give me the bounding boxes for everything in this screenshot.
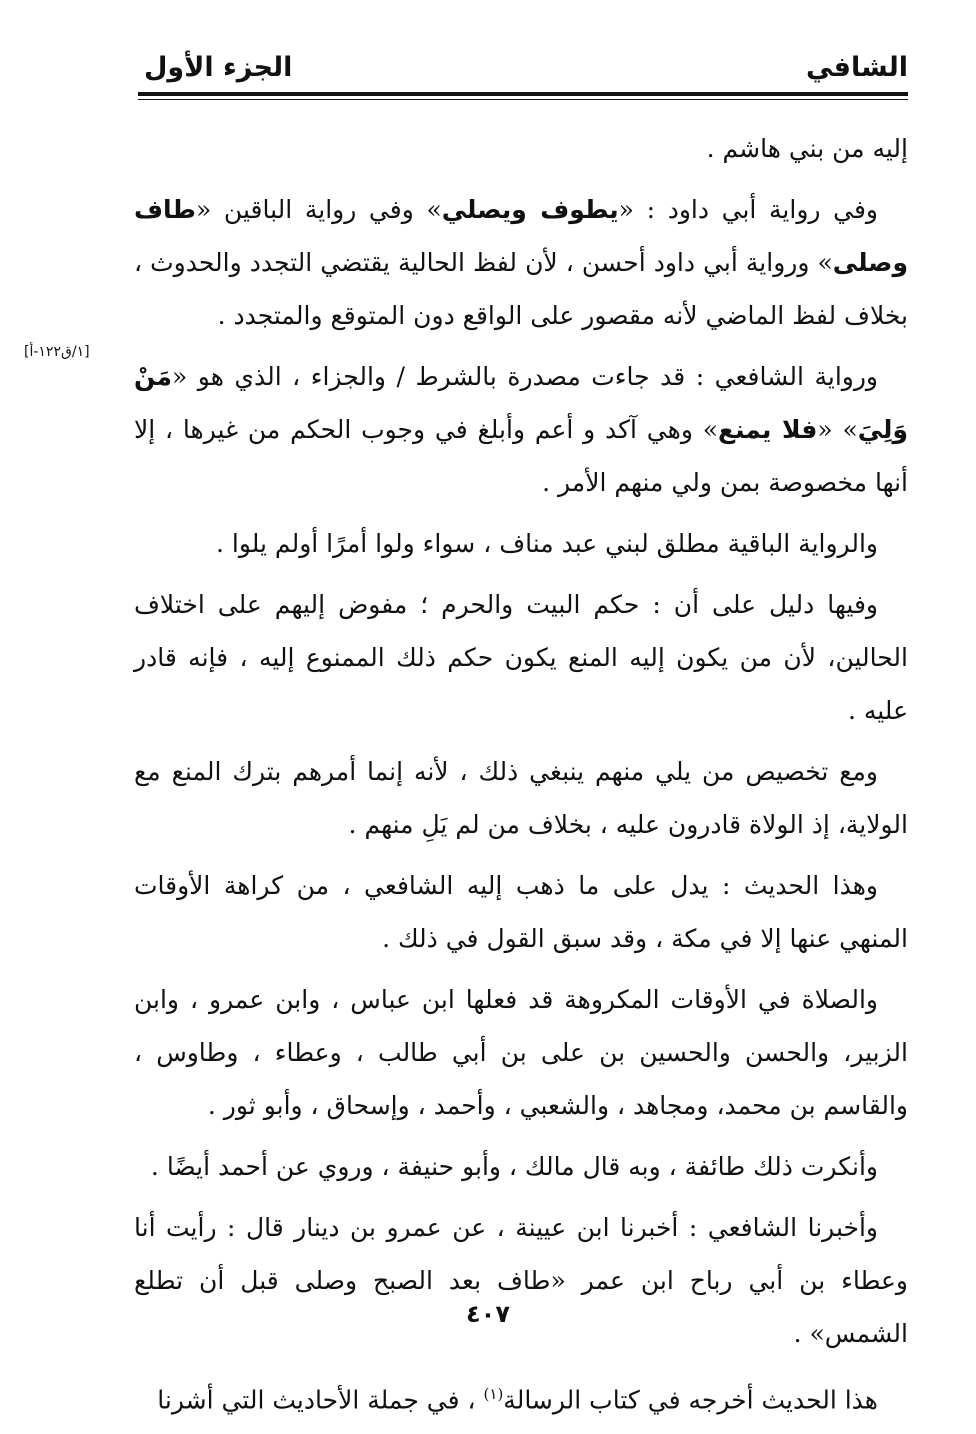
text-segment: » وفي رواية الباقين « [195, 195, 442, 224]
paragraph-text: إليه من بني هاشم . [706, 134, 908, 163]
text-segment: هذا الحديث أخرجه في كتاب الرسالة [503, 1385, 878, 1415]
header-rule-thin [138, 99, 908, 100]
bold-quote: مَنْ وَلِيَ [134, 362, 908, 444]
footnote-marker[interactable]: (١) [483, 1385, 504, 1403]
paragraph-8 [134, 973, 908, 1132]
paragraph-text: والصلاة في الأوقات المكروهة قد فعلها ابن عباس ، وابن عمرو ، وابن الزبير، والحسن والحسين بن على بن أبي طالب ، وعطاء ، وطاوس ، والقاسم بن محمد، ومجاهد ، والشعبي ، وأحمد ، وإسحاق ، وأبو ثور . [134, 985, 908, 1120]
paragraph-11 [134, 1368, 908, 1426]
paragraph-1 [134, 122, 908, 175]
text-segment: وفي رواية أبي داود : « [618, 195, 878, 224]
paragraph-5 [134, 578, 908, 737]
paragraph-4 [134, 517, 908, 570]
text-segment: » ورواية أبي داود أحسن ، لأن لفظ الحالية يقتضي التجدد والحدوث ، بخلاف لفظ الماضي لأنه مقصور على الواقع دون المتوقع والمتجدد . [134, 248, 908, 330]
manuscript-folio-note: [١/ق١٢٢-أ] [24, 344, 90, 360]
page-number: ٤٠٧ [466, 1300, 510, 1328]
bold-quote: فلا يمنع [718, 415, 818, 444]
bold-quote: يطوف ويصلي [441, 195, 619, 224]
paragraph-text: والرواية الباقية مطلق لبني عبد مناف ، سواء ولوا أمرًا أولم يلوا . [216, 529, 878, 558]
text-segment: » « [817, 415, 858, 444]
paragraph-3 [134, 350, 908, 509]
paragraph-7 [134, 859, 908, 965]
paragraph-text: ومع تخصيص من يلي منهم ينبغي ذلك ، لأنه إنما أمرهم بترك المنع مع الولاية، إذ الولاة قادرون عليه ، بخلاف من لم يَلِ منهم . [134, 757, 908, 839]
paragraph-10 [134, 1201, 908, 1360]
paragraph-9 [134, 1140, 908, 1193]
bold-quote: طاف وصلى [134, 195, 908, 277]
running-header [138, 44, 908, 94]
text-segment: ، في جملة الأحاديث التي أشرنا [157, 1385, 484, 1415]
paragraph-text: وأنكرت ذلك طائفة ، وبه قال مالك ، وأبو حنيفة ، وروي عن أحمد أيضًا . [150, 1152, 878, 1181]
volume-label: الجزء الأول [144, 52, 293, 83]
paragraph-text: وهذا الحديث : يدل على ما ذهب إليه الشافعي ، من كراهة الأوقات المنهي عنها إلا في مكة ، وقد سبق القول في ذلك . [134, 871, 908, 953]
book-title: الشافي [805, 52, 908, 83]
paragraph-text: وفيها دليل على أن : حكم البيت والحرم ؛ مفوض إليهم على اختلاف الحالين، لأن من يكون إليه المنع يكون حكم ذلك الممنوع إليه ، فإنه قادر عليه . [134, 590, 908, 725]
header-rule-thick [138, 92, 908, 96]
page-body [134, 122, 908, 1434]
paragraph-6 [134, 745, 908, 851]
text-segment: » وهي آكد و أعم وأبلغ في وجوب الحكم من غيرها ، إلا أنها مخصوصة بمن ولي منهم الأمر . [134, 415, 908, 497]
paragraph-2 [134, 183, 908, 342]
paragraph-text: وأخبرنا الشافعي : أخبرنا ابن عيينة ، عن عمرو بن دينار قال : رأيت أنا وعطاء بن أبي رباح ابن عمر «طاف بعد الصبح وصلى قبل أن تطلع الشمس» . [134, 1213, 908, 1348]
text-segment: ورواية الشافعي : قد جاءت مصدرة بالشرط / والجزاء ، الذي هو « [171, 362, 878, 391]
